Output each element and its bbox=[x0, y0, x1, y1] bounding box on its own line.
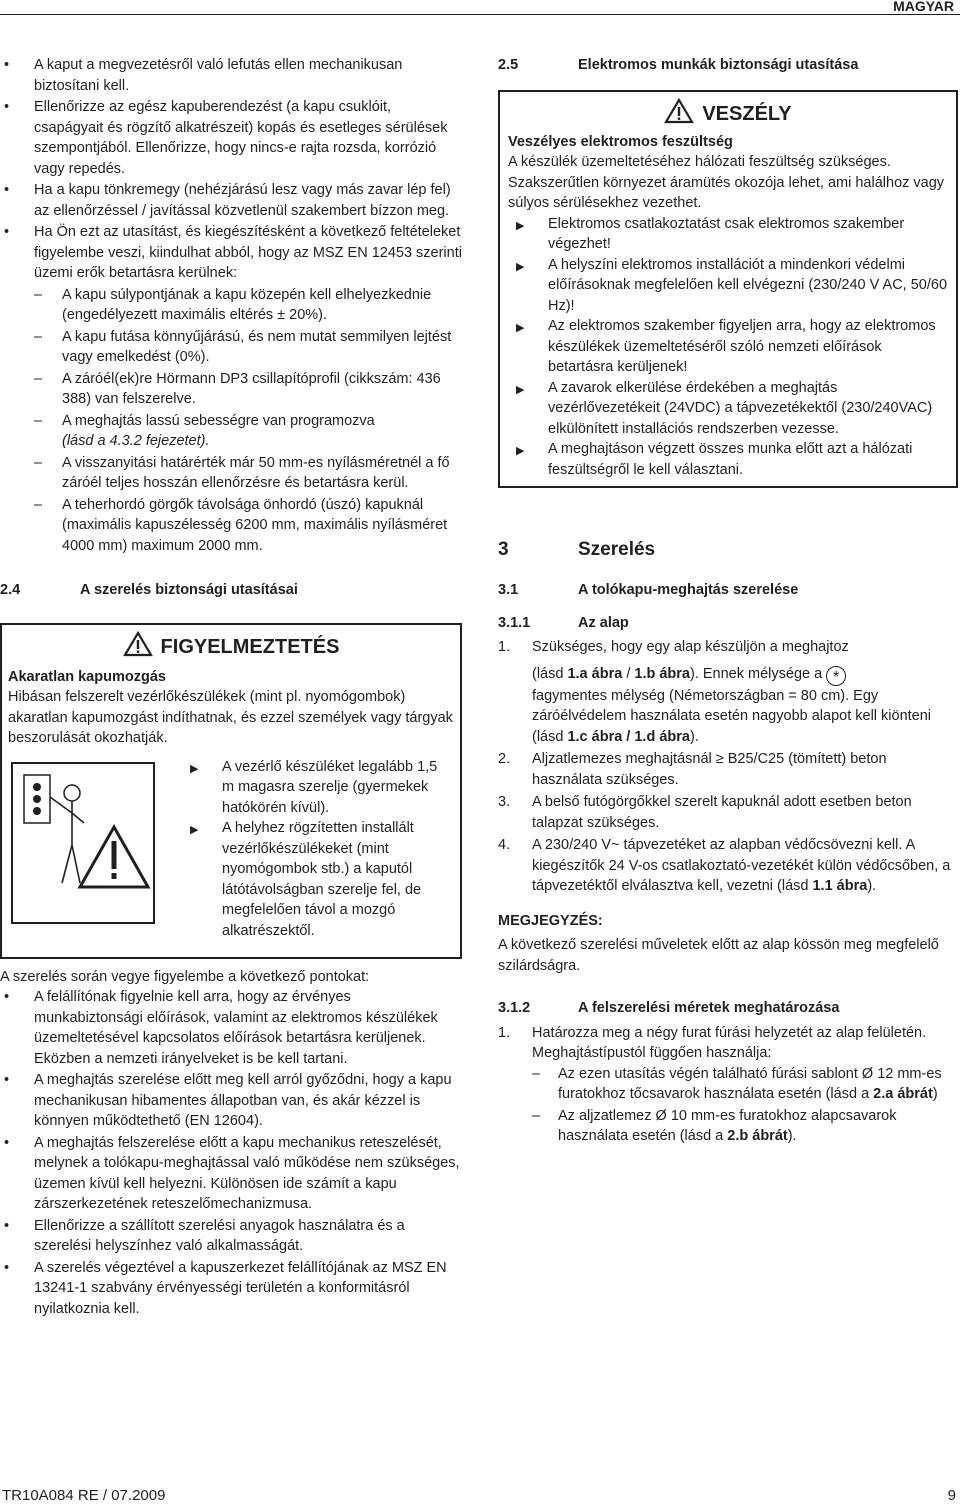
danger-text: A készülék üzemeltetéséhez hálózati feszültség szükséges. Szakszerűtlen környezet áramütés okozója lehet, ami halálhoz vagy súlyos sérülésekhez vezethet. bbox=[508, 154, 945, 211]
danger-box bbox=[498, 90, 958, 489]
list-item: • A felállítónak figyelnie kell arra, hogy az érvényes munkabiztonsági előírások, valamint az elektromos készülékek üzemeltetésével kapcsolatos előírások betartásra kerüljenek. Eközben a nemzeti irányelveket is be kell tartani. bbox=[4, 989, 438, 1067]
note-text: A következő szerelési műveletek előtt az alap kössön meg megfelelő szilárdságra. bbox=[498, 937, 939, 974]
list-item: • A meghajtás szerelése előtt meg kell arról győződni, hogy a kapu mechanikusan hibamentes állapotban van, és akár kézzel is könnyen működtethető (EN 12604). bbox=[4, 1072, 452, 1129]
dash-item: – A kapu súlypontjának a kapu közepén kell elhelyezkednie (engedélyezett maximális eltérés ± 20%). bbox=[34, 286, 432, 323]
list-item: • Ha a kapu tönkremegy (nehézjárású lesz vagy más zavar lép fel) az ellenőrzéssel / javítással közvetlenül szakembert bízzon meg. bbox=[4, 182, 451, 219]
warning-heading: FIGYELMEZTETÉS bbox=[2, 625, 460, 665]
warning-item: ▶ A vezérlő készüléket legalább 1,5 m magasra szerelje (gyermekek hatókörén kívül). bbox=[190, 758, 438, 816]
dash-item: – A záróél(ek)re Hörmann DP3 csillapítóprofil (cikkszám: 436 388) van felszerelve. bbox=[34, 370, 441, 407]
danger-subtitle: Veszélyes elektromos feszültség bbox=[508, 133, 733, 150]
section-heading-2-4: 2.4 A szerelés biztonsági utasításai bbox=[0, 582, 298, 598]
warning-text: Hibásan felszerelt vezérlőkészülékek (mint pl. nyomógombok) akaratlan kapumozgást indíthatnak, és ezzel személyek vagy tárgyak beszorulását okozhatják. bbox=[8, 689, 453, 746]
step-4: 4. A 230/240 V~ tápvezetéket az alapban védőcsövezni kell. A kiegészítők 24 V-os csatlakoztató-vezetékét külön védőcsőben, a tápvezetéktől elválasztva kell, vezetni (lásd 1.1 ábra). bbox=[498, 837, 951, 894]
dash-item: – A teherhordó görgők távolsága önhordó (úszó) kapuknál (maximális kapuszélesség 6200 mm, maximális nyílásméret 4000 mm) maximum 2000 mm. bbox=[34, 496, 448, 554]
danger-item: ▶ Elektromos csatlakoztatást csak elektromos szakember végezhet! bbox=[516, 215, 905, 252]
intro-text: A szerelés során vegye figyelembe a következő pontokat: bbox=[0, 968, 370, 985]
list-item: • Ha Ön ezt az utasítást, és kiegészítésként a következő feltételeket figyelembe veszi, kiindulhat abból, hogy az MSZ EN 12453 szerinti üzemi erők betartásra kerülnek: bbox=[4, 224, 462, 281]
section-heading-3-1-2: 3.1.2 A felszerelési méretek meghatározása bbox=[498, 1000, 840, 1016]
section-heading-3-1-1: 3.1.1 Az alap bbox=[498, 614, 629, 631]
warning-box bbox=[0, 623, 462, 959]
left-column bbox=[0, 55, 462, 1320]
page-number: 9 bbox=[947, 1487, 956, 1504]
dash-item: – A visszanyitási határérték már 50 mm-es nyílásméretnél a fő záróél teljes hosszán ellenőrzésre és betartásra kerül. bbox=[34, 454, 450, 491]
warning-triangle-icon bbox=[123, 631, 153, 657]
language-label: MAGYAR bbox=[893, 0, 954, 14]
list-item: • A kaput a megvezetésről való lefutás ellen mechanikusan biztosítani kell. bbox=[4, 57, 403, 94]
section-heading-3: 3 Szerelés bbox=[498, 539, 656, 560]
step-1: 1. Szükséges, hogy egy alap készüljön a meghajtoz (lásd 1.a ábra / 1.b ábra). Ennek mélysége a * fagymentes mélység (Németországban = 80 cm). Egy záróélvédelem használata esetén nagyobb alapot kell kiönteni (lásd 1.c ábra / 1.d ábra). bbox=[498, 639, 932, 745]
section-heading-2-5: 2.5 Elektromos munkák biztonsági utasítása bbox=[498, 57, 859, 73]
note-title: MEGJEGYZÉS: bbox=[498, 912, 603, 929]
danger-item: ▶ A meghajtáson végzett összes munka előtt azt a hálózati feszültségről le kell választani. bbox=[516, 441, 913, 478]
dash-item: – A meghajtás lassú sebességre van programozva (lásd a 4.3.2 fejezetet). bbox=[34, 412, 375, 449]
dash-item: – A kapu futása könnyűjárású, és nem mutat semmilyen lejtést vagy emelkedést (0%). bbox=[34, 328, 452, 365]
warning-triangle-icon bbox=[664, 98, 694, 124]
danger-item: ▶ A zavarok elkerülése érdekében a meghajtás vezérlővezetékeit (24VDC) a tápvezetékektől (230/240VAC) elkülönített installációs rendszerben vezesse. bbox=[516, 379, 933, 437]
right-column bbox=[498, 55, 958, 1148]
step-2: 2. Aljzatlemezes meghajtásnál ≥ B25/C25 (tömített) beton használata szükséges. bbox=[498, 751, 887, 788]
wall-control-hazard-illustration bbox=[10, 761, 156, 925]
danger-item: ▶ Az elektromos szakember figyeljen arra, hogy az elektromos készülékek üzemeltetéséről szóló nemzeti előírások betartásra kerüljenek! bbox=[516, 318, 936, 375]
list-item: • A meghajtás felszerelése előtt a kapu mechanikus reteszelését, melynek a tolókapu-meghajtással való működése nem szükséges, üzemen kívül kell helyezni. Különösen ide számít a kapu zárszerkezetének reteszelőmechanizmusa. bbox=[4, 1134, 460, 1212]
asterisk-circle-icon: * bbox=[826, 666, 846, 686]
step-1-mounting: 1. Határozza meg a négy furat fúrási helyzetét az alap felületén. Meghajtástípustól függően használja: bbox=[498, 1024, 927, 1061]
step-3: 3. A belső futógörgőkkel szerelt kapuknál adott esetben beton talapzat szükséges. bbox=[498, 794, 912, 831]
dash-item: – Az aljzatlemez Ø 10 mm-es furatokhoz alapcsavarok használata esetén (lásd a 2.b ábrát). bbox=[532, 1107, 897, 1144]
list-item: • Ellenőrizze a szállított szerelési anyagok használatra és a szerelési helyszínhez való alkalmasságát. bbox=[4, 1217, 405, 1254]
warning-subtitle: Akaratlan kapumozgás bbox=[8, 668, 166, 685]
danger-heading: VESZÉLY bbox=[500, 92, 956, 132]
section-heading-3-1: 3.1 A tolókapu-meghajtás szerelése bbox=[498, 582, 799, 598]
warning-item: ▶ A helyhez rögzítetten installált vezérlőkészülékeket (mint nyomógombok stb.) a kaputól látótávolságban szerelje fel, de megfelelően távol a mozgó alkatrészektől. bbox=[190, 820, 422, 939]
dash-item: – Az ezen utasítás végén található fúrási sablont Ø 12 mm-es furatokhoz tőcsavarok használata esetén (lásd a 2.a ábrát) bbox=[532, 1065, 942, 1102]
document-code: TR10A084 RE / 07.2009 bbox=[2, 1487, 166, 1504]
list-item: • A szerelés végeztével a kapuszerkezet felállítójának az MSZ EN 13241-1 szabvány érvényességi területén a konformitásról nyilatkoznia kell. bbox=[4, 1259, 447, 1317]
list-item: • Ellenőrizze az egész kapuberendezést (a kapu csuklóit, csapágyait és rögzítő alkatrészeit) kopás és esetleges sérülések szempontjából. Ellenőrizze, hogy nincs-e rajta rozsda, korrózió vagy repedés. bbox=[4, 99, 448, 177]
header-rule bbox=[0, 14, 960, 15]
danger-item: ▶ A helyszíni elektromos installációt a mindenkori védelmi előírásoknak megfelelően kell elvégezni (230/240 V AC, 50/60 Hz)! bbox=[516, 256, 948, 314]
